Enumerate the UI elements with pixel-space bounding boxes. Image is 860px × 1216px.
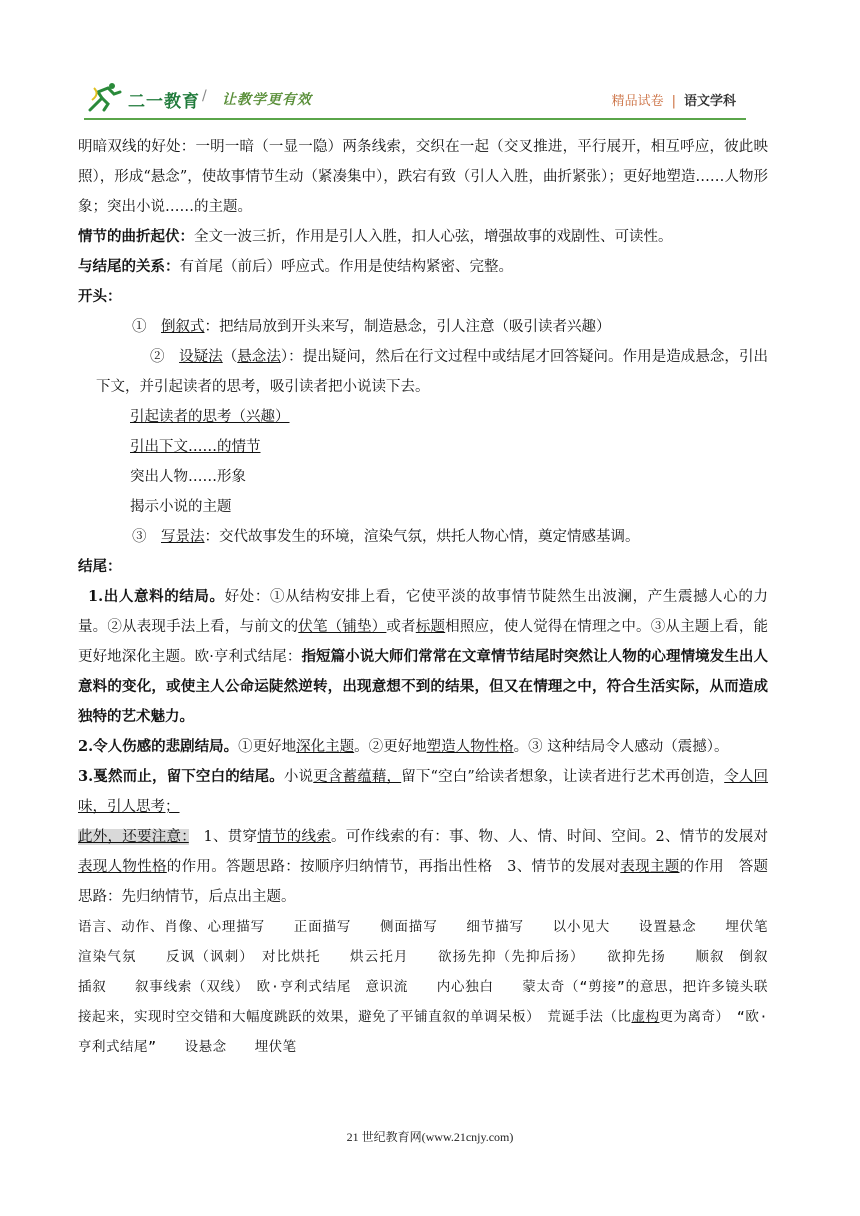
item-text: ：交代故事发生的环境，渲染气氛，烘托人物心情，奠定情感基调。	[204, 529, 640, 545]
page-header	[84, 78, 744, 118]
item-number: ①	[132, 319, 147, 335]
header-tag-subject: 语文学科	[683, 94, 736, 109]
ending-text: 或者	[386, 619, 416, 635]
ending-text: 好处：①从结构安排上看，它使平淡的故事情节陡然生出波澜，产生震撼人心的力量。②从表现手法上看，与前文的	[78, 589, 769, 635]
opening-item-1	[78, 312, 768, 342]
ending-text: ①更好地	[238, 739, 297, 755]
term: 虚构	[631, 1009, 660, 1025]
header-separator: |	[671, 94, 676, 109]
item-text: ：把结局放到开头来写，制造悬念，引人注意（吸引读者兴趣）	[204, 319, 611, 335]
term: 情节的线索	[257, 829, 332, 845]
heading-ending-relation: 与结尾的关系：	[78, 258, 180, 275]
logo-slash: /	[202, 88, 207, 104]
ending-text: 小说	[283, 769, 314, 785]
term: 塑造人物性格	[426, 739, 514, 755]
keyword-text: 语言、动作、肖像、心理描写 正面描写 侧面描写 细节描写 以小见大 设置悬念 埋伏笔 渲染气氛 反讽（讽刺） 对比烘托 烘云托月 欲扬先抑（先抑后扬） 欲抑先扬 顺叙 倒叙 插叙 叙事线索（双线） 欧·亨利式结尾 意识流 内心独白 蒙太奇（“剪接”的意思，把许多镜头联接起来，实现时空交错和大幅度跳跃的效果，避免了平铺直叙的单调呆板） 荒诞手法（比	[78, 919, 810, 1025]
item-number: ②	[150, 349, 165, 365]
opening-sub-1	[78, 402, 768, 432]
term: 令人回味，引人思考；	[78, 769, 769, 815]
document-body	[78, 132, 810, 1062]
ending-text: 相照应，使人觉得在情理之中。③从主题上看，能更好地深化主题。欧·亨利式结尾：	[78, 619, 769, 665]
note-text: 的作用 答题思路：先归纳情节，后点出主题。	[78, 859, 768, 905]
ending-text: 留下“空白”给读者想象，让读者进行艺术再创造，	[401, 769, 725, 785]
header-tag-premium: 精品试卷	[611, 94, 664, 109]
ending-heading: 1.出人意料的结局。	[88, 588, 225, 605]
text-plot-twists: 全文一波三折，作用是引人入胜，扣人心弦，增强故事的戏剧性、可读性。	[194, 229, 673, 245]
opening-sub-3: 突出人物……形象	[130, 469, 246, 485]
note-text: 的作用。答题思路：按顺序归纳情节，再指出性格 3、情节的发展对	[166, 859, 621, 875]
note-text: 。可作线索的有：事、物、人、情、时间、空间。2、情节的发展对	[331, 829, 769, 845]
term: 更含蓄蕴藉，	[313, 769, 402, 785]
heading-ending: 结尾：	[78, 558, 122, 575]
term: 深化主题	[296, 739, 355, 755]
ending-text: 。②更好地	[354, 739, 427, 755]
term: 写景法	[161, 529, 205, 545]
term: 表现人物性格	[78, 859, 167, 875]
term: 表现主题	[620, 859, 680, 875]
paragraph-dual-line: 明暗双线的好处：一明一暗（一显一隐）两条线索，交织在一起（交叉推进，平行展开，相互呼应，彼此映照），形成“悬念”，使故事情节生动（紧凑集中），跌宕有致（引人入胜，曲折紧张）；更好地塑造……人物形象；突出小说……的主题。	[78, 139, 768, 215]
sub-item: 引起读者的思考（兴趣）	[130, 409, 290, 425]
paragraph-ending-relation	[78, 252, 768, 282]
opening-item-3	[78, 522, 768, 552]
runner-logo-icon	[88, 82, 122, 112]
header-divider	[84, 118, 746, 120]
note-text: 1、贯穿	[188, 829, 258, 845]
ending-item-1	[78, 582, 768, 732]
heading-opening: 开头：	[78, 288, 122, 305]
header-right	[612, 90, 736, 109]
note-paragraph	[78, 822, 768, 912]
ending-heading: 2.令人伤感的悲剧结局。	[78, 738, 239, 755]
term: 设疑法	[179, 349, 223, 365]
ending-text: 。③ 这种结局令人感动（震撼）。	[513, 739, 729, 755]
item-number: ③	[132, 529, 147, 545]
opening-sub-2	[78, 432, 768, 462]
ending-item-3	[78, 762, 768, 822]
sub-item: 引出下文……的情节	[130, 439, 261, 455]
term: 悬念法	[237, 349, 281, 365]
opening-item-2	[78, 342, 768, 402]
paragraph-plot-twists	[78, 222, 768, 252]
paren: （	[222, 349, 238, 365]
item-text: ）：提出疑问，然后在行文过程中或结尾才回答疑问。作用是造成悬念，引出下文，并引起读者的思考，吸引读者把小说读下去。	[96, 349, 769, 395]
note-heading: 此外，还要注意：	[78, 829, 189, 845]
logo-text: 二一教育	[128, 92, 200, 112]
ending-item-2	[78, 732, 768, 762]
opening-sub-4: 揭示小说的主题	[130, 499, 232, 515]
keyword-list	[78, 912, 810, 1062]
ending-bold-text: 指短篇小说大师们常常在文章情节结尾时突然让人物的心理情境发生出人意料的变化，或使主人公命运陡然逆转，出现意想不到的结果，但又在情理之中，符合生活实际，从而造成独特的艺术魅力。	[78, 648, 769, 725]
keyword-text: 更为离奇） “欧·亨利式结尾” 设悬念 埋伏笔	[78, 1009, 768, 1055]
term: 标题	[415, 619, 446, 635]
text-ending-relation: 有首尾（前后）呼应式。作用是使结构紧密、完整。	[179, 259, 513, 275]
heading-plot-twists: 情节的曲折起伏：	[78, 228, 194, 245]
term: 倒叙式	[161, 319, 205, 335]
page-footer: 21 世纪教育网(www.21cnjy.com)	[346, 1130, 514, 1144]
term: 伏笔（铺垫）	[298, 619, 387, 635]
slogan: 让教学更有效	[222, 92, 312, 108]
ending-heading: 3.戛然而止，留下空白的结尾。	[78, 768, 284, 785]
